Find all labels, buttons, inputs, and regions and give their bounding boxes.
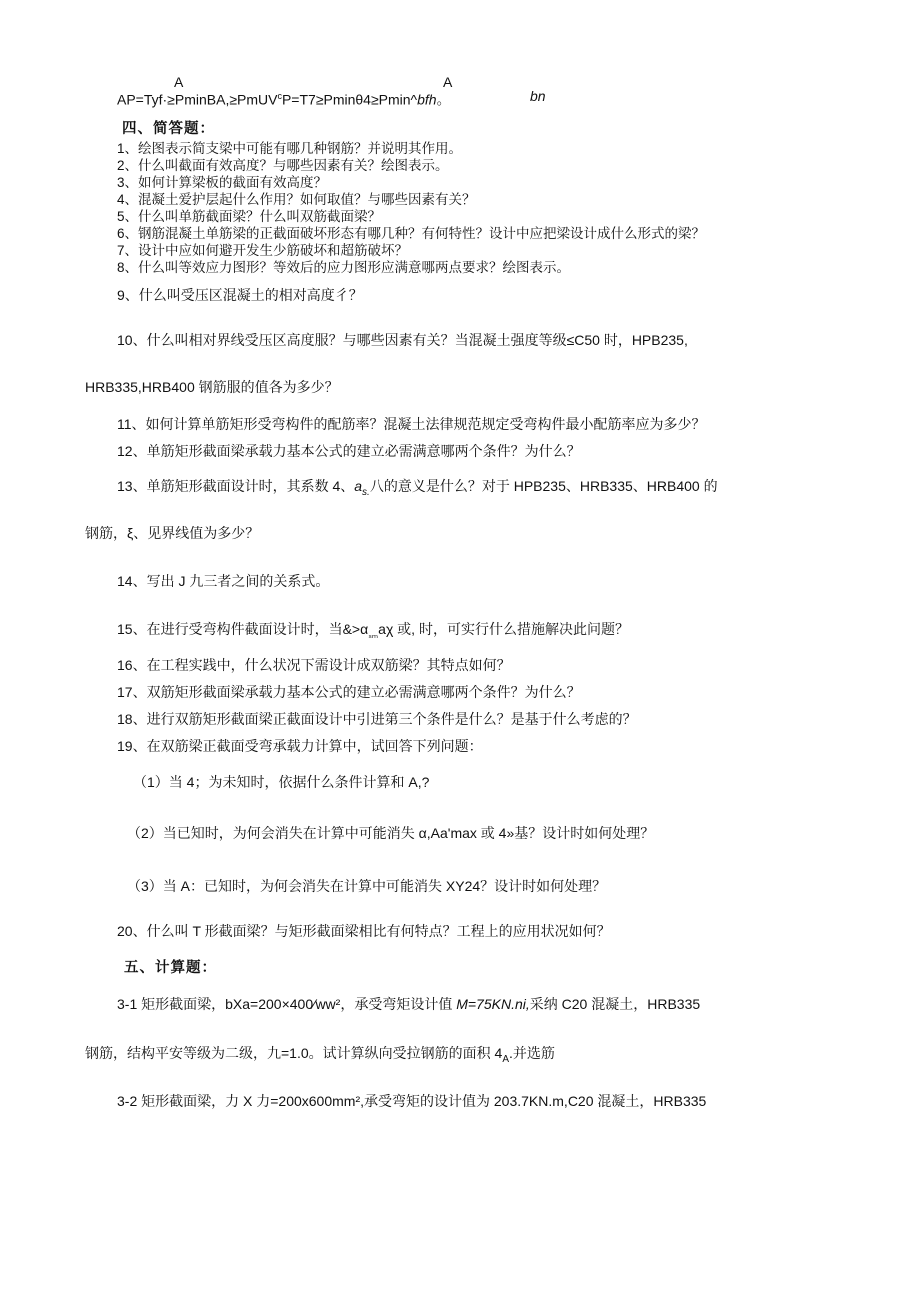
question-item: 5、什么叫单筋截面梁？什么叫双筋截面梁？ [117, 209, 382, 224]
p1-moment: M=75KN.ni, [456, 996, 530, 1012]
sub-question: （2）当已知时，为何会消失在计算中可能消失 α,Aa'max 或 4»基？设计时如何处理？ [127, 825, 655, 841]
question-item: 10、什么叫相对界线受压区高度服？与哪些因素有关？当混凝土强度等级≤C50 时，HPB235, [117, 332, 688, 348]
p1b-tail: .并选筋 [508, 1045, 555, 1061]
question-item: 7、设计中应如何避开发生少筋破坏和超筋破坏？ [117, 243, 409, 258]
question-item [117, 620, 629, 645]
question-item: 16、在工程实践中，什么状况下需设计成双筋梁？其特点如何？ [117, 657, 511, 673]
question-item: 17、双筋矩形截面梁承载力基本公式的建立必需满意哪两个条件？为什么？ [117, 684, 581, 700]
section-heading-calculation: 五、计算题： [124, 960, 217, 976]
question-item: 14、写出 J 九三者之间的关系式。 [117, 573, 330, 589]
formula-accent-a2: A [443, 74, 453, 90]
sub-question: （3）当 A：已知时，为何会消失在计算中可能消失 XY24？设计时如何处理？ [127, 878, 607, 894]
sub-question: （1）当 4；为未知时，依据什么条件计算和 A,? [133, 774, 430, 790]
formula-accent-a1: A [174, 74, 184, 90]
calc-problem-3-1 [117, 995, 700, 1013]
formula-main: AP=Tyf·≥PminBA,≥PmUV [117, 91, 278, 108]
question-item-continued: HRB335,HRB400 钢筋服的值各为多少？ [85, 379, 339, 395]
question-item: 12、单筋矩形截面梁承载力基本公式的建立必需满意哪两个条件？为什么？ [117, 443, 581, 459]
question-item [117, 477, 718, 502]
q15-subscript: ₛₘ [368, 629, 379, 641]
q15-part2: aχ 或, 时，可实行什么措施解决此问题？ [378, 621, 629, 637]
q15-part1: 15、在进行受弯构件截面设计时，当&>α [117, 621, 369, 637]
question-item: 20、什么叫 T 形截面梁？与矩形截面梁相比有何特点？工程上的应用状况如何？ [117, 923, 611, 939]
question-item: 18、进行双筋矩形截面梁正截面设计中引进第三个条件是什么？是基于什么考虑的？ [117, 711, 637, 727]
question-item: 3、如何计算梁板的截面有效高度？ [117, 175, 328, 190]
question-item: 4、混凝土爱护层起什么作用？如何取值？与哪些因素有关？ [117, 192, 476, 207]
formula-main2: P=T7≥Pminθ4≥Pmin^ [281, 91, 418, 108]
question-item: 6、钢筋混凝土单筋梁的正截面破坏形态有哪几种？有何特性？设计中应把梁设计成什么形式的梁？ [117, 226, 706, 241]
formula-line [117, 87, 451, 109]
question-item: 19、在双筋梁正截面受弯承载力计算中，试回答下列问题： [117, 738, 483, 754]
p1-tail: 采纳 C20 混凝土，HRB335 [529, 996, 701, 1012]
question-item: 2、什么叫截面有效高度？与哪些因素有关？绘图表示。 [117, 158, 449, 173]
p1b-subscript: A [502, 1053, 509, 1065]
q13-part2: 八的意义是什么？对于 HPB235、HRB335、HRB400 的 [369, 478, 718, 494]
calc-problem-3-2: 3-2 矩形截面梁，力 X 力=200x600mm²,承受弯矩的设计值为 203.7KN.m,C20 混凝土，HRB335 [117, 1093, 707, 1109]
question-item: 8、什么叫等效应力图形？等效后的应力图形应满意哪两点要求？绘图表示。 [117, 260, 571, 275]
calc-problem-3-1-continued [85, 1044, 555, 1069]
question-item: 11、如何计算单筋矩形受弯构件的配筋率？混凝土法律规范规定受弯构件最小配筋率应为多少？ [117, 416, 706, 432]
formula-italic: bfh [417, 91, 437, 108]
p1b-text: 钢筋，结构平安等级为二级，九=1.0。试计算纵向受拉钢筋的面积 4 [85, 1045, 503, 1061]
as-subscript: s. [362, 486, 370, 498]
question-item: 9、什么叫受压区混凝土的相对高度彳？ [117, 287, 363, 303]
formula-sup: c [277, 91, 282, 101]
q13-part1: 13、单筋矩形截面设计时，其系数 4、 [117, 478, 355, 494]
question-item-continued: 钢筋，ξ、见界线值为多少？ [85, 525, 260, 541]
p1-text: 3-1 矩形截面梁，bXa=200×400∕ww²，承受弯矩设计值 [117, 996, 457, 1012]
formula-bn: bn [530, 88, 546, 104]
section-heading-short-answer: 四、简答题： [122, 121, 215, 137]
formula-dot: 。 [436, 91, 451, 108]
as-symbol: a [354, 478, 363, 494]
question-item: 1、绘图表示简支梁中可能有哪几种钢筋？并说明其作用。 [117, 141, 463, 156]
